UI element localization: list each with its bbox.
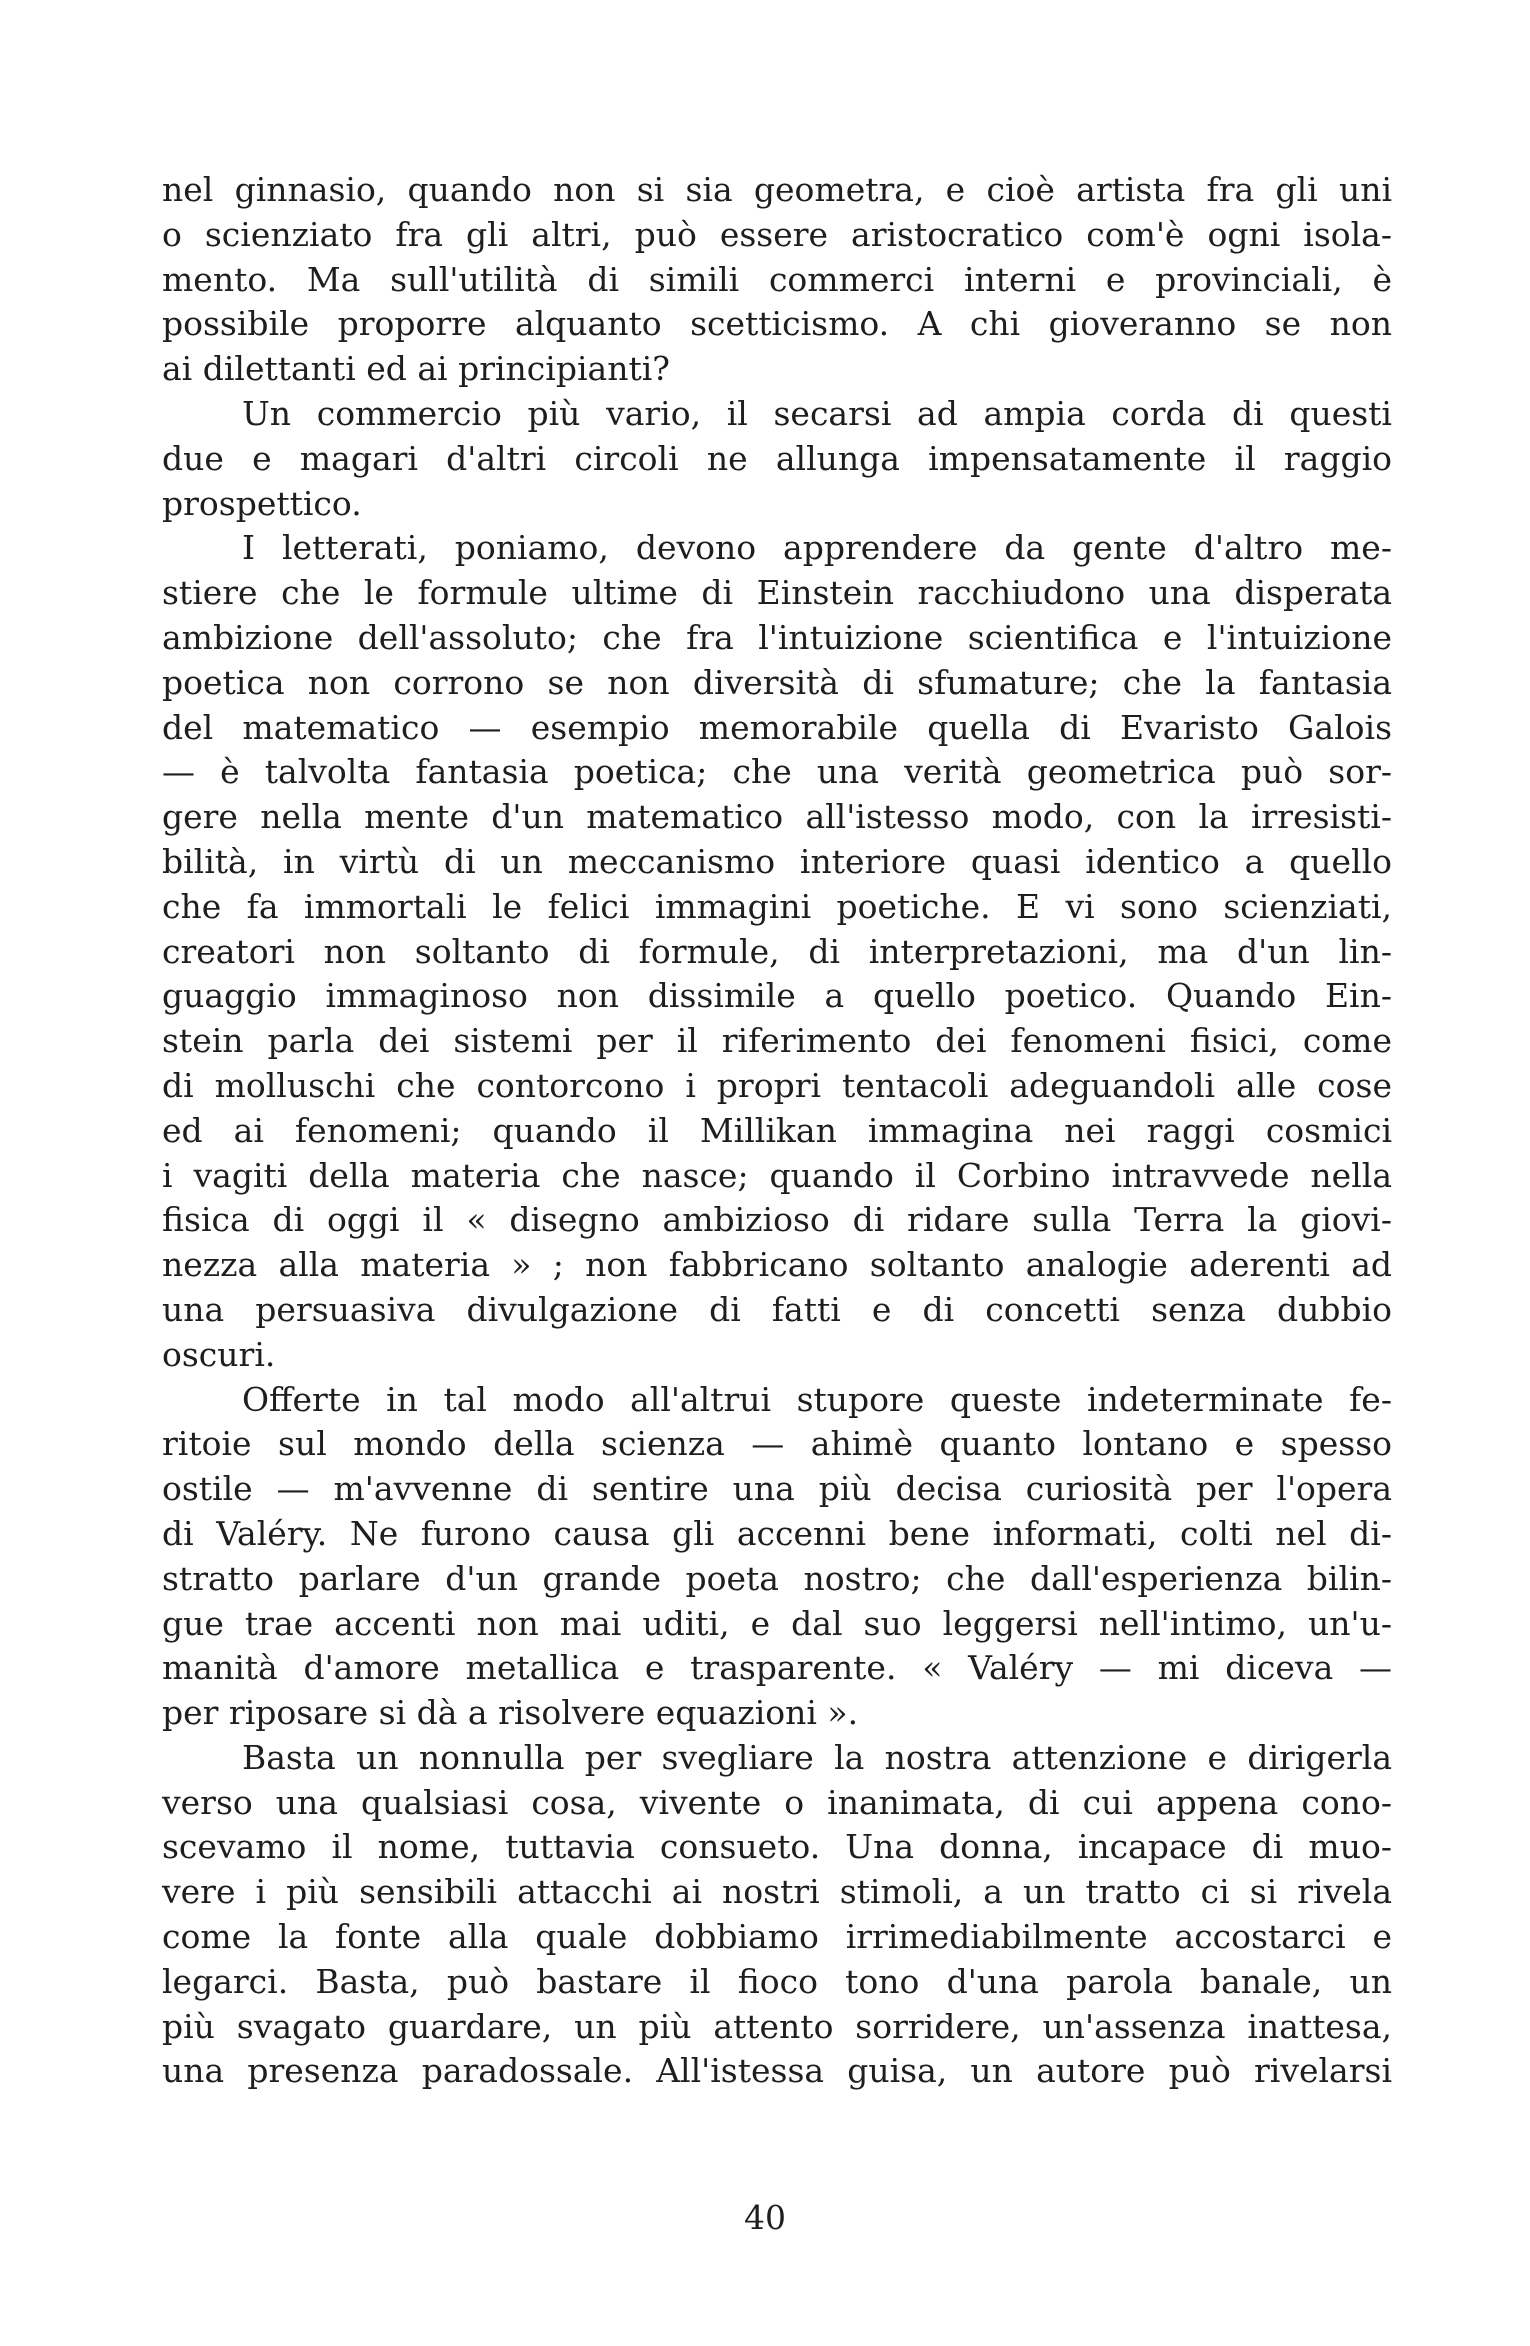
text-line: possibile proporre alquanto scetticismo. A chi gioveranno se non [162, 304, 1392, 344]
text-line: nel ginnasio, quando non si sia geometra, e cioè artista fra gli uni [162, 170, 1392, 209]
text-line: vere i più sensibili attacchi ai nostri stimoli, a un tratto ci si rivela [162, 1872, 1392, 1912]
body-text [162, 168, 1392, 2094]
text-line: stratto parlare d'un grande poeta nostro; che dall'esperienza bilin- [162, 1558, 1392, 1598]
text-line: stein parla dei sistemi per il riferimento dei fenomeni fisici, come [162, 1021, 1392, 1061]
text-line: come la fonte alla quale dobbiamo irrimediabilmente accostarci e [162, 1917, 1392, 1957]
text-line: guaggio immaginoso non dissimile a quello poetico. Quando Ein- [162, 976, 1392, 1016]
text-line: per riposare si dà a risolvere equazioni ». [162, 1693, 859, 1733]
text-line: verso una qualsiasi cosa, vivente o inanimata, di cui appena cono- [162, 1782, 1392, 1822]
text-line: gue trae accenti non mai uditi, e dal suo leggersi nell'intimo, un'u- [162, 1603, 1392, 1643]
text-line: — è talvolta fantasia poetica; che una verità geometrica può sor- [162, 752, 1392, 792]
text-line: Un commercio più vario, il secarsi ad ampia corda di questi [242, 393, 1392, 433]
text-line: legarci. Basta, può bastare il fioco tono d'una parola banale, un [162, 1961, 1392, 2001]
text-line: stiere che le formule ultime di Einstein racchiudono una disperata [162, 573, 1392, 613]
text-line: ostile — m'avvenne di sentire una più decisa curiosità per l'opera [162, 1469, 1392, 1509]
text-line: poetica non corrono se non diversità di sfumature; che la fantasia [162, 662, 1392, 702]
text-line: bilità, in virtù di un meccanismo interiore quasi identico a quello [162, 841, 1392, 881]
text-line: manità d'amore metallica e trasparente. « Valéry — mi diceva — [162, 1648, 1392, 1688]
text-line: creatori non soltanto di formule, di interpretazioni, ma d'un lin- [162, 931, 1392, 971]
text-line: ed ai fenomeni; quando il Millikan immagina nei raggi cosmici [162, 1110, 1392, 1150]
text-line: o scienziato fra gli altri, può essere aristocratico com'è ogni isola- [162, 214, 1392, 254]
text-line: ambizione dell'assoluto; che fra l'intuizione scientifica e l'intuizione [162, 617, 1392, 657]
text-line: ritoie sul mondo della scienza — ahimè quanto lontano e spesso [162, 1424, 1392, 1464]
text-line: del matematico — esempio memorabile quella di Evaristo Galois [162, 707, 1392, 747]
text-line: mento. Ma sull'utilità di simili commerci interni e provinciali, è [162, 259, 1392, 299]
page-number: 40 [744, 2198, 786, 2237]
text-line: i vagiti della materia che nasce; quando il Corbino intravvede nella [162, 1155, 1392, 1195]
text-line: di Valéry. Ne furono causa gli accenni bene informati, colti nel di- [162, 1513, 1392, 1553]
text-line: una persuasiva divulgazione di fatti e di concetti senza dubbio [162, 1289, 1392, 1329]
text-line: I letterati, poniamo, devono apprendere da gente d'altro me- [242, 528, 1392, 568]
text-line: di molluschi che contorcono i propri tentacoli adeguandoli alle cose [162, 1065, 1392, 1105]
text-line: ai dilettanti ed ai principianti? [162, 349, 670, 389]
text-line: oscuri. [162, 1334, 276, 1374]
text-line: che fa immortali le felici immagini poetiche. E vi sono scienziati, [162, 886, 1392, 926]
text-line: più svagato guardare, un più attento sorridere, un'assenza inattesa, [162, 2006, 1392, 2046]
text-line: Offerte in tal modo all'altrui stupore queste indeterminate fe- [242, 1379, 1392, 1419]
text-line: prospettico. [162, 483, 362, 523]
text-line: gere nella mente d'un matematico all'istesso modo, con la irresisti- [162, 797, 1392, 837]
text-line: una presenza paradossale. All'istessa guisa, un autore può rivelarsi [162, 2051, 1392, 2091]
text-line: Basta un nonnulla per svegliare la nostra attenzione e dirigerla [242, 1737, 1392, 1777]
text-line: due e magari d'altri circoli ne allunga impensatamente il raggio [162, 438, 1392, 478]
text-line: scevamo il nome, tuttavia consueto. Una donna, incapace di muo- [162, 1827, 1392, 1867]
text-line: nezza alla materia » ; non fabbricano soltanto analogie aderenti ad [162, 1245, 1392, 1285]
text-line: fisica di oggi il « disegno ambizioso di ridare sulla Terra la giovi- [162, 1200, 1392, 1240]
